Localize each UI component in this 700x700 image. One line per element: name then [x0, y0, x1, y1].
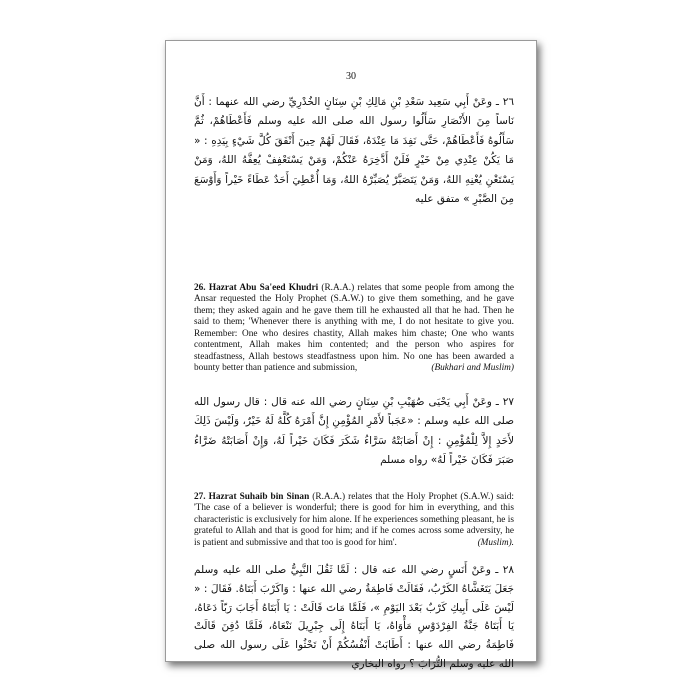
hadith-27-arabic-text: ٢٧ ـ وعَنْ أَبِي يَحْيَى صُهَيْبِ بْنِ سِنَانٍ رضي الله عنه قال : قال رسول الله صلى الله عليه وسلم : «عَجَباً لأَمْرِ المُؤْمِنِ إِنَّ أَمْرَهُ كُلَّهُ لَهُ خَيْرٌ، وَلَيْسَ ذَلِكَ لأَحَدٍ إِلاَّ لِلْمُؤْمِنِ : إِنْ أَصَابَتْهُ سَرَّاءُ شَكَرَ فَكَانَ خَيْراً لَهُ، وَإِنْ أَصَابَتْهُ ضَرَّاءُ صَبَرَ فَكَانَ خَيْراً لَهُ» رواه مسلم — [194, 396, 514, 467]
hadith-27-source: (Muslim). — [477, 537, 514, 548]
hadith-26-translation — [194, 283, 514, 375]
hadith-28-arabic-text: ٢٨ ـ وعَنْ أَنَسٍ رضي الله عنه قال : لَمَّا ثَقُلَ النَّبِيُّ صلى الله عليه وسلم جَعَلَ يَتَغَشَّاهُ الكَرْبُ، فَقَالَتْ فَاطِمَةُ رضي الله عنها : وَاكَرْبَ أَبَتَاهُ. فَقَالَ : « لَيْسَ عَلَى أَبِيكِ كَرْبٌ بَعْدَ اليَوْمِ »، فَلَمَّا مَاتَ قَالَتْ : يَا أَبَتَاهُ أَجَابَ رَبّاً دَعَاهُ، يَا أَبَتَاهُ جَنَّةُ الفِرْدَوْسِ مَأْوَاهُ، يَا أَبَتَاهُ إِلَى جِبْرِيلَ نَنْعَاهُ، فَلَمَّا دُفِنَ قَالَتْ فَاطِمَةُ رضي الله عنها : أَطَابَتْ أَنْفُسُكُمْ أَنْ تَحْثُوا عَلَى رسول الله صلى الله عليه وسلم التُّرَابَ ؟ رواه البخاري — [194, 564, 514, 670]
hadith-26-translation-text: (R.A.A.) relates that some people from among the Ansar requested the Holy Prophet (S.A.W.) to give them something, and he gave them; they asked again and he gave them till he exhausted all that he had. Then he said to them; 'Whenever there is anything with me, I do not hesitate to give you. Remember: One who desires chastity, Allah makes him chaste; One who wants contentment, Allah makes him contented; and the person who aspires for steadfastness, Allah bestows steadfastness upon him. No one has been awarded a bounty better than patience and submission, — [194, 283, 514, 374]
hadith-26-narrator: 26. Hazrat Abu Sa'eed Khudri — [194, 283, 319, 293]
hadith-27-narrator: 27. Hazrat Suhaib bin Sinan — [194, 492, 310, 502]
hadith-26-arabic-text: ٢٦ ـ وعَنْ أَبِي سَعِيد سَعْدِ بْنِ مَالِكِ بْنِ سِنَانٍ الخُدْرِيِّ رضي الله عنهما : أَنَّ نَاساً مِنَ الأَنْصَارِ سَأَلُوا رسول الله صلى الله عليه وسلم فَأَعْطَاهُمْ، ثُمَّ سَأَلُوهُ فَأَعْطَاهُمْ، حَتَّى نَفِدَ مَا عِنْدَهُ، فَقَالَ لَهُمْ حِينَ أَنْفَقَ كُلَّ شَيْءٍ بِيَدِهِ : « مَا يَكُنْ عِنْدِي مِنْ خَيْرٍ فَلَنْ أَدَّخِرَهُ عَنْكُمْ، وَمَنْ يَسْتَعْفِفْ يُعِفَّهُ اللهُ، وَمَنْ يَسْتَغْنِ يُغْنِهِ اللهُ، وَمَنْ يَتَصَبَّرْ يُصَبِّرْهُ اللهُ، وَمَا أُعْطِيَ أَحَدٌ عَطَاءً خَيْراً وَأَوْسَعَ مِنَ الصَّبْرِ » متفق عليه — [194, 96, 514, 206]
hadith-27-translation — [194, 492, 514, 549]
hadith-27-translation-text: (R.A.A.) relates that the Holy Prophet (S.A.W.) said: 'The case of a believer is wonderful; there is good for him in everything, and this characteristic is exclusively for him alone. If he experiences something pleasant, he is grateful to Allah and that is good for him; and if he comes across some adversity, he is patient and submissive and that too is good for him'. — [194, 492, 514, 548]
hadith-26-source: (Bukhari and Muslim) — [431, 363, 514, 374]
book-page — [165, 40, 537, 670]
page-number: 30 — [346, 71, 356, 82]
